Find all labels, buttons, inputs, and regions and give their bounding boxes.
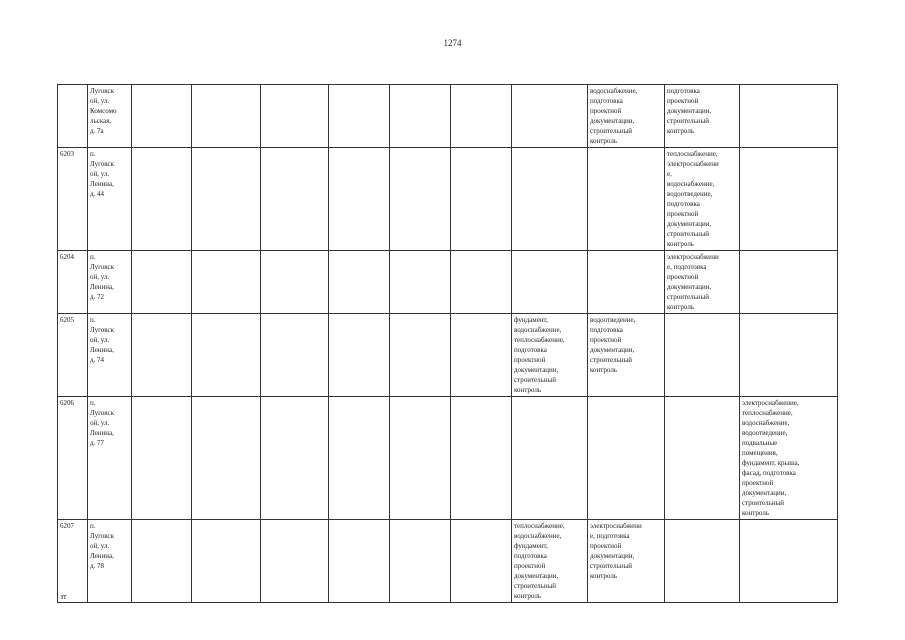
col6-cell [451,520,512,603]
col3-cell [261,251,329,314]
row-number-cell [58,397,88,520]
col5-cell [390,397,451,520]
col2-cell [192,85,261,148]
col10-cell [740,251,838,314]
col1-cell [132,85,192,148]
address-cell [88,251,132,314]
cell-text: теплоснабжение, водоснабжение, фундамент, подготовка проектной документации, строительный контроль [514,522,565,600]
row-number-cell [58,314,88,397]
col3-cell [261,397,329,520]
col8-cell [588,314,665,397]
col9-cell [665,520,740,603]
col2-cell [192,314,261,397]
col5-cell [390,148,451,251]
col2-cell [192,520,261,603]
address-cell [88,85,132,148]
address-cell [88,397,132,520]
row-number-cell [58,85,88,148]
footer-mark: зт [60,592,67,601]
col6-cell [451,251,512,314]
cell-text: 6204 [60,253,74,261]
cell-text: подготовка проектной документации, строительный контроль [667,87,712,135]
col9-cell [665,397,740,520]
table-row [58,520,838,603]
cell-text: электроснабжени е, подготовка проектной документации, строительный контроль [667,253,719,311]
col7-cell [512,520,588,603]
col1-cell [132,251,192,314]
page-number: 1274 [443,38,462,48]
col3-cell [261,314,329,397]
cell-text: электроснабжени е, подготовка проектной документации, строительный контроль [590,522,642,580]
col10-cell [740,397,838,520]
col5-cell [390,520,451,603]
col2-cell [192,251,261,314]
col3-cell [261,148,329,251]
col8-cell [588,251,665,314]
cell-text: п. Луговск ой, ул. Ленина, д. 44 [90,150,115,198]
col5-cell [390,85,451,148]
col1-cell [132,520,192,603]
cell-text: п. Луговск ой, ул. Ленина, д. 72 [90,253,115,301]
col8-cell [588,148,665,251]
cell-text: 6207 [60,522,74,530]
col3-cell [261,520,329,603]
cell-text: электроснабжение, теплоснабжение, водоснабжение, водоотведение, подвальные помещения, фундамент, крыша, фасад, подготовка проектной документации, строительный контроль [742,399,800,517]
col6-cell [451,148,512,251]
col10-cell [740,148,838,251]
col4-cell [329,148,390,251]
col4-cell [329,314,390,397]
col6-cell [451,397,512,520]
col9-cell [665,251,740,314]
cell-text: п. Луговск ой, ул. Ленина, д. 77 [90,399,115,447]
cell-text: фундамент, водоснабжение, теплоснабжение, подготовка проектной документации, строительный контроль [514,316,565,394]
table-row [58,85,838,148]
col8-cell [588,397,665,520]
col9-cell [665,314,740,397]
col3-cell [261,85,329,148]
cell-text: 6203 [60,150,74,158]
col8-cell [588,85,665,148]
col10-cell [740,85,838,148]
col5-cell [390,314,451,397]
cell-text: водоснабжение, подготовка проектной документации, строительный контроль [590,87,638,145]
col6-cell [451,85,512,148]
row-number-cell [58,251,88,314]
table-row [58,148,838,251]
col2-cell [192,397,261,520]
address-cell [88,314,132,397]
col9-cell [665,148,740,251]
col6-cell [451,314,512,397]
col7-cell [512,251,588,314]
table-body [58,85,838,603]
col4-cell [329,397,390,520]
col10-cell [740,520,838,603]
col7-cell [512,314,588,397]
col1-cell [132,397,192,520]
col8-cell [588,520,665,603]
cell-text: теплоснабжение, электроснабжени е, водоснабжение, водоотведение, подготовка проектной документации, строительный контроль [667,150,719,248]
col7-cell [512,85,588,148]
col9-cell [665,85,740,148]
col2-cell [192,148,261,251]
cell-text: Луговск ой, ул. Комсомо льская, д. 7а [90,87,117,135]
col5-cell [390,251,451,314]
cell-text: 6206 [60,399,74,407]
address-cell [88,148,132,251]
table-row [58,314,838,397]
registry-table [57,84,838,603]
cell-text: 6205 [60,316,74,324]
col4-cell [329,85,390,148]
col7-cell [512,148,588,251]
row-number-cell [58,520,88,603]
col1-cell [132,148,192,251]
col10-cell [740,314,838,397]
table-row [58,251,838,314]
address-cell [88,520,132,603]
col1-cell [132,314,192,397]
cell-text: п. Луговск ой, ул. Ленина, д. 78 [90,522,115,570]
col7-cell [512,397,588,520]
row-number-cell [58,148,88,251]
col4-cell [329,251,390,314]
cell-text: п. Луговск ой, ул. Ленина, д. 74 [90,316,115,364]
cell-text: водоотведение, подготовка проектной документации, строительный контроль [590,316,636,374]
table-row [58,397,838,520]
col4-cell [329,520,390,603]
